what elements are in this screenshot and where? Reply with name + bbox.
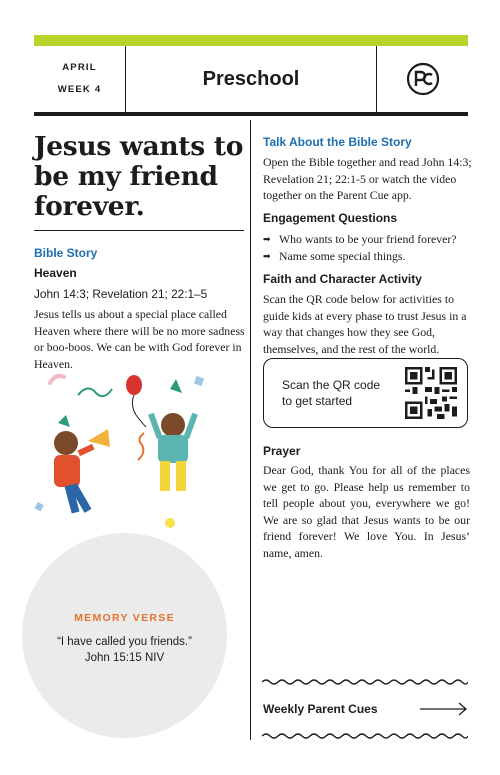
wavy-line-bottom [262, 732, 468, 740]
header [34, 46, 468, 116]
logo-cell [376, 46, 468, 112]
headline: Jesus wants to be my friend forever. [34, 131, 244, 222]
long-arrow-right-icon[interactable] [420, 702, 468, 716]
weekly-parent-cues-link[interactable]: Weekly Parent Cues [263, 702, 378, 716]
list-item [263, 248, 473, 265]
talk-text: Open the Bible together and read John 14:3; Revelation 21; 22:1-5 or watch the video together on the Parent Cue app. [263, 155, 472, 202]
engagement-heading: Engagement Questions [263, 211, 398, 225]
wavy-line-top [262, 678, 468, 686]
month-label: APRIL [62, 62, 97, 73]
questions-list [263, 231, 473, 264]
activity-text: Scan the QR code below for activities to guide kids at every phase to trust Jesus in a way that changes how they see God, themselves, and the rest of the world. [263, 292, 467, 356]
qr-text-line: Scan the QR code [282, 378, 381, 392]
qr-text-line: to get started [282, 394, 353, 408]
qr-code[interactable] [405, 367, 457, 419]
activity-heading: Faith and Character Activity [263, 272, 422, 286]
question-text: Who wants to be your friend forever? [279, 232, 457, 246]
prayer-heading: Prayer [263, 444, 301, 458]
memory-verse-text [22, 634, 227, 666]
question-text: Name some special things. [279, 248, 406, 263]
list-item [263, 231, 473, 248]
week-label: WEEK 4 [57, 84, 102, 95]
qr-instructions [282, 377, 380, 409]
memory-verse-reference: John 15:15 NIV [84, 652, 165, 664]
story-reference: John 14:3; Revelation 21; 22:1–5 [34, 287, 208, 301]
parent-cue-logo [406, 62, 440, 96]
title-cell [126, 46, 376, 112]
memory-verse-label: MEMORY VERSE [74, 612, 175, 624]
memory-verse-quote: “I have called you friends.” [57, 636, 192, 648]
arrow-right-icon: ➡ [263, 250, 271, 261]
kids-celebration-illustration [30, 365, 245, 535]
column-divider [250, 120, 251, 740]
headline-rule [34, 230, 244, 231]
story-text: Jesus tells us about a special place called Heaven where there will be no more sadness or boo-boos. We can be with God forever in Heaven. [34, 307, 245, 371]
talk-heading: Talk About the Bible Story [263, 135, 412, 149]
accent-bar [34, 35, 468, 46]
page-title: Preschool [202, 67, 300, 90]
story-title: Heaven [34, 266, 77, 280]
arrow-right-icon: ➡ [263, 234, 271, 244]
prayer-text: Dear God, thank You for all of the places we get to go. Please help us remember to tell people about you, everywhere we go! We are so glad that Jesus wants to be our friend forever! We love You. In Jesus’ name, amen. [263, 463, 470, 560]
bible-story-heading: Bible Story [34, 246, 98, 260]
date-cell [34, 46, 126, 112]
qr-card[interactable] [263, 358, 468, 428]
